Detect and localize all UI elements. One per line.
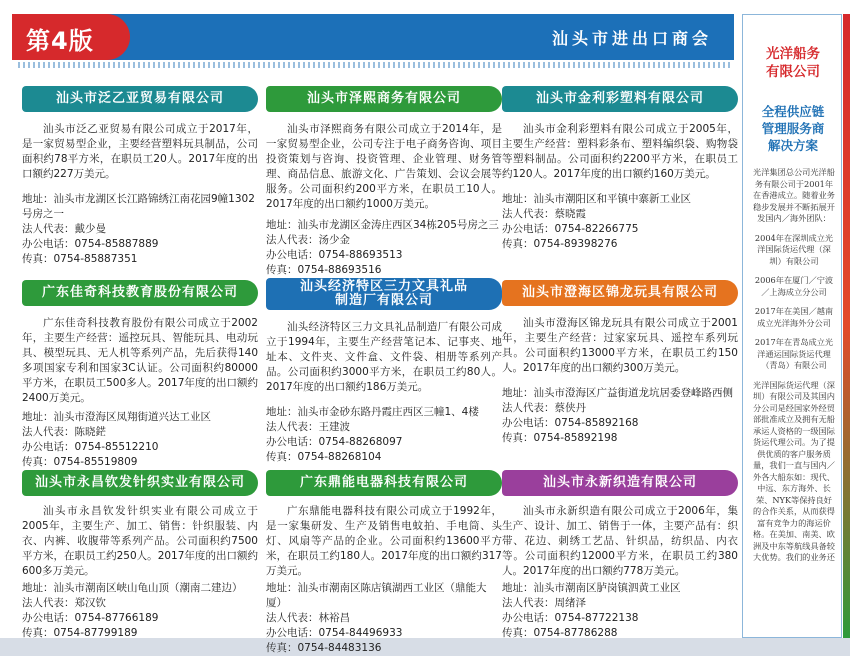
page-edge-strip [843, 14, 850, 638]
company-name-badge: 汕头市澄海区锦龙玩具有限公司 [502, 280, 738, 306]
company-name-badge: 汕头市永新织造有限公司 [502, 470, 738, 496]
sidebar-paragraph: 2004年在深圳成立光洋国际货运代理（深圳）有限公司 [754, 232, 834, 266]
company-contact [266, 405, 502, 465]
company-card [22, 470, 258, 641]
company-card [22, 86, 258, 267]
sidebar-body [752, 167, 836, 572]
company-contact [502, 581, 738, 641]
company-fax: 传真：0754-85887351 [22, 253, 138, 265]
company-address: 地址：汕头市潮南区陈店镇湖西工业区（鼎能大厦） [266, 582, 487, 609]
sidebar-slogan [743, 103, 843, 154]
company-address: 地址：汕头市澄海区广益街道龙坑居委登峰路西侧 [502, 387, 733, 399]
company-fax: 传真：0754-84483136 [266, 642, 382, 654]
company-fax: 传真：0754-87786288 [502, 627, 618, 639]
company-description: 汕头市泽熙商务有限公司成立于2014年，是一家贸易型企业，公司专注于电子商务咨询、项目投资策划与咨询、投资管理、企业管理、财务管理、商品信息、旅游文化、广告策划、会议会展等服务。公司面积约200平方米，在职员工10人。2017年度的出口额约1000万美元。 [266, 123, 502, 210]
company-legal-rep: 法人代表：郑汉钦 [22, 597, 106, 609]
company-fax: 传真：0754-88693516 [266, 264, 382, 276]
company-phone: 办公电话：0754-82266775 [502, 223, 639, 235]
company-phone: 办公电话：0754-85892168 [502, 417, 639, 429]
section-title: 汕头市进出口商会 [551, 29, 712, 48]
company-address: 地址：汕头市潮南区峡山龟山顶（潮南二建边） [22, 582, 243, 594]
company-address: 地址：汕头市金砂东路丹霞庄西区三幢1、4楼 [266, 406, 479, 418]
company-contact [502, 386, 738, 446]
company-fax: 传真：0754-88268104 [266, 451, 382, 463]
company-name-badge: 汕头市泛乙亚贸易有限公司 [22, 86, 258, 112]
company-name-line1: 汕头经济特区三力文具礼品 [299, 279, 468, 294]
company-fax: 传真：0754-85519809 [22, 456, 138, 468]
sidebar-paragraph: 光洋国际货运代理（深圳）有限公司及其国内分公司是经国家外经贸部批准成立及拥有无船承运人资格的一级国际货运代理公司。为了提供优质的客户服务质量，我们一直与国内／外各大船东如：现代、中远、东方海外、长荣、NYK等保持良好的合作关系，从而获得富有竞争力的海运价格。在美加、南美、欧洲及中东等航线具备较大优势。我们的业务还 [753, 379, 835, 562]
company-fax: 传真：0754-85892198 [502, 432, 618, 444]
company-card [502, 280, 738, 446]
company-name-line2: 制造厂有限公司 [334, 293, 433, 308]
company-description: 广东佳奇科技教育股份有限公司成立于2002年，主要生产经营：遥控玩具、智能玩具、电动玩具、模型玩具、无人机等系列产品，先后获得140多项国家专利和国家3C认证。公司面积约80000平方米，在职员工500多人。2017年度的出口额约2400万美元。 [22, 317, 258, 404]
sidebar-paragraph: 光洋集团总公司光洋船务有限公司于2001年在香港成立。随着业务稳步发展并不断拓展开发国内／海外团队： [753, 167, 835, 223]
company-fax: 传真：0754-87799189 [22, 627, 138, 639]
sidebar-slogan-line1: 全程供应链 [761, 104, 825, 119]
company-legal-rep: 法人代表：林裕昌 [266, 612, 350, 624]
sidebar-company-name-line1: 光洋船务 [766, 46, 820, 62]
company-description: 广东鼎能电器科技有限公司成立于1992年，是一家集研发、生产及销售电蚊拍、手电筒、头灯、风扇等产品的企业。公司面积约13600平方米，在职员工约180人。2017年度的出口额约317万美元。 [266, 505, 502, 577]
sidebar-company-name [743, 45, 843, 81]
sidebar-paragraph: 2006年在厦门／宁波／上海成立分公司 [754, 275, 834, 297]
company-legal-rep: 法人代表：戴少曼 [22, 223, 106, 235]
sidebar-paragraph: 2017年在美国／越南成立光洋海外分公司 [754, 306, 834, 328]
company-contact [22, 581, 258, 641]
company-legal-rep: 法人代表：王建波 [266, 421, 350, 433]
company-description: 汕头市金利彩塑料有限公司成立于2005年，主要生产经营：塑料彩条布、塑料编织袋、购物袋等塑料制品。公司面积约2200平方米，在职员工约120人。2017年度的出口额约160万美元。 [502, 123, 738, 180]
company-contact [22, 410, 258, 470]
company-phone: 办公电话：0754-88268097 [266, 436, 403, 448]
company-name-badge: 广东佳奇科技教育股份有限公司 [22, 280, 258, 306]
company-phone: 办公电话：0754-84496933 [266, 627, 403, 639]
company-legal-rep: 法人代表：汤少金 [266, 234, 350, 246]
company-name-badge [266, 278, 502, 310]
company-phone: 办公电话：0754-85512210 [22, 441, 159, 453]
sidebar-company-name-line2: 有限公司 [766, 64, 820, 80]
sidebar-slogan-line3: 解决方案 [767, 138, 818, 153]
company-phone: 办公电话：0754-88693513 [266, 249, 403, 261]
company-legal-rep: 法人代表：蔡晓霞 [502, 208, 586, 220]
company-contact [502, 192, 738, 252]
company-address: 地址：汕头市龙湖区金涛庄西区34栋205号房之三 [266, 219, 499, 231]
company-card [502, 470, 738, 641]
company-legal-rep: 法人代表：周绪泽 [502, 597, 586, 609]
company-phone: 办公电话：0754-87722138 [502, 612, 639, 624]
company-phone: 办公电话：0754-85887889 [22, 238, 159, 250]
sidebar-paragraph: 2017年在青岛成立光洋通运国际货运代理（青岛）有限公司 [754, 337, 834, 370]
company-contact [266, 218, 502, 278]
company-address: 地址：汕头市潮阳区和平镇中寨新工业区 [502, 193, 691, 205]
sidebar-advertisement [742, 14, 842, 638]
company-name-badge: 汕头市永昌钦发针织实业有限公司 [22, 470, 258, 496]
company-name-badge: 广东鼎能电器科技有限公司 [266, 470, 502, 496]
company-contact [266, 581, 502, 656]
company-description: 汕头市泛乙亚贸易有限公司成立于2017年，是一家贸易型企业，主要经营塑料玩具制品，公司面积约78平方米，在职员工20人。2017年度的出口额约227万美元。 [22, 123, 258, 180]
company-address: 地址：汕头市潮南区胪岗镇泗黄工业区 [502, 582, 681, 594]
company-card [266, 278, 502, 465]
company-description: 汕头市澄海区锦龙玩具有限公司成立于2001年，主要生产经营：过家家玩具、遥控车系列玩具。公司面积约13000平方米，在职员工约150人。2017年度的出口额约300万美元。 [502, 317, 738, 374]
company-fax: 传真：0754-89398276 [502, 238, 618, 250]
company-legal-rep: 法人代表：蔡侠丹 [502, 402, 586, 414]
company-contact [22, 192, 258, 267]
company-card [22, 280, 258, 470]
company-description: 汕头市永新织造有限公司成立于2006年，集生产、设计、加工、销售于一体，主要产品有：织带、花边、刺绣工艺品、针织品，纺织品、内衣等。公司面积约12000平方米，在职员工约380人。2017年度的出口额约778万美元。 [502, 505, 738, 577]
company-address: 地址：汕头市龙湖区长江路锦绣江南花园9幢1302号房之一 [22, 193, 255, 220]
company-card [266, 86, 502, 278]
company-address: 地址：汕头市澄海区凤翔街道兴达工业区 [22, 411, 211, 423]
company-name-badge: 汕头市金利彩塑料有限公司 [502, 86, 738, 112]
company-card [266, 470, 502, 656]
company-description: 汕头经济特区三力文具礼品制造厂有限公司成立于1994年，主要生产经营笔记本、记事夹、地址本、文件夹、文件盒、文件袋、相册等系列产品。公司面积约3000平方米，在职员工约80人。2017年度的出口额约186万美元。 [266, 321, 502, 393]
edition-badge [12, 14, 130, 60]
company-card [502, 86, 738, 252]
sidebar-slogan-line2: 管理服务商 [761, 121, 825, 136]
company-phone: 办公电话：0754-87766189 [22, 612, 159, 624]
company-legal-rep: 法人代表：陈晓鋩 [22, 426, 106, 438]
header-divider [18, 62, 730, 68]
company-name-badge: 汕头市泽熙商务有限公司 [266, 86, 502, 112]
edition-label: 第4版 [26, 27, 94, 55]
company-description: 汕头市永昌钦发针织实业有限公司成立于2005年，主要生产、加工、销售：针织服装、内衣、内裤、收腹带等系列产品。公司面积约7500平方米，在职员工约250人。2017年度的出口额约600多万美元。 [22, 505, 258, 577]
